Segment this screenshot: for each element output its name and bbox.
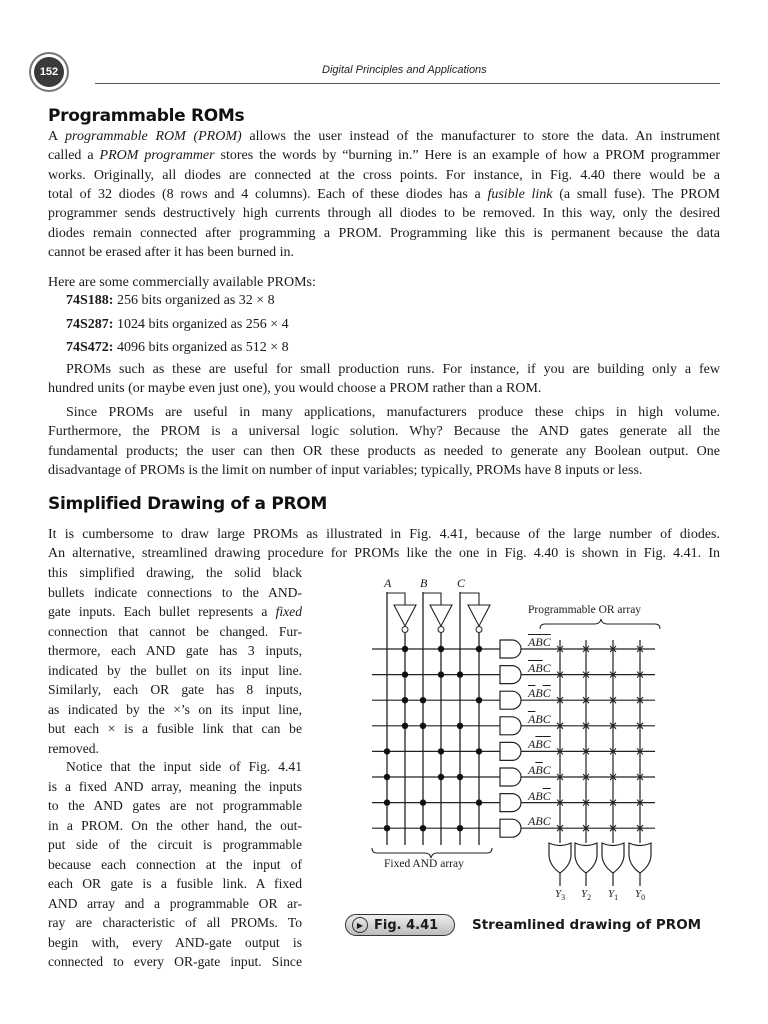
or-gate [629, 843, 651, 873]
connection-bullet [402, 723, 408, 729]
connection-bullet [438, 646, 444, 652]
connection-bullet [384, 799, 390, 805]
connection-bullet [438, 671, 444, 677]
text-run: put side of the circuit is programmable [48, 837, 302, 852]
and-gate [500, 742, 521, 760]
text-run: stores the words by “burning in.” Here is an example of how a PROM programmer [214, 148, 721, 164]
text-line [48, 127, 720, 146]
text-run: (a small fuse). The PROM [552, 187, 720, 203]
paragraph-universal-logic [48, 403, 720, 480]
text-run: as indicated by the ×’s on its input line, [48, 701, 302, 717]
connection-bullet [476, 799, 482, 805]
text-run: each OR gate is a fusible link. A fixed [48, 876, 302, 891]
fusible-link-x [557, 646, 563, 652]
connection-bullet [402, 646, 408, 652]
text-line [48, 719, 302, 739]
minterm-label [528, 738, 551, 750]
connection-bullet [457, 671, 463, 677]
text-run: diodes remain connected after programming a PROM. Programming like this is permanent because the data [48, 225, 720, 241]
minterm-variable: C [542, 660, 551, 675]
text-run: 1024 bits organized as 256 × 4 [113, 316, 289, 332]
fusible-link-x [610, 672, 616, 678]
output-label-letter: Y [581, 888, 588, 900]
connection-bullet [457, 723, 463, 729]
connection-bullet [476, 646, 482, 652]
output-label-letter: Y [608, 888, 615, 900]
text-line [48, 166, 720, 185]
text-line [48, 835, 302, 855]
text-run: connection that cannot be changed. Fur- [48, 623, 302, 639]
fusible-link-x [637, 825, 643, 831]
text-line [48, 777, 302, 797]
fusible-link-x [583, 672, 589, 678]
text-run: hundred units (or maybe even just one), you would choose a PROM rather than a ROM. [48, 381, 542, 397]
and-gate [500, 666, 521, 684]
text-run: indicated by the bullet on its input line. [48, 662, 302, 678]
text-run: fundamental products; the user can then OR these products as needed to generate any Boolean output. One [48, 443, 720, 459]
minterm-variable: A [528, 788, 536, 803]
inverter-gate [430, 605, 452, 626]
text-line [66, 313, 466, 337]
output-label [608, 888, 618, 902]
minterm-variable: $\overline{A}$ [528, 635, 536, 649]
text-line [48, 622, 302, 642]
fusible-link-x [557, 672, 563, 678]
connection-bullet [420, 799, 426, 805]
and-gate [500, 768, 521, 786]
text-run: called a [48, 148, 100, 164]
text-line [48, 680, 302, 700]
connection-bullet [384, 748, 390, 754]
and-gate [500, 794, 521, 812]
inverter-gate [394, 605, 416, 626]
text-run: 74S472: [66, 340, 114, 355]
and-gate [500, 640, 521, 658]
fusible-link-x [557, 800, 563, 806]
text-line [48, 816, 302, 836]
fusible-link-x [557, 697, 563, 703]
text-line [48, 379, 720, 398]
fusible-link-x [557, 825, 563, 831]
or-gate [602, 843, 624, 873]
connection-bullet [402, 697, 408, 703]
fusible-link-x [557, 723, 563, 729]
header-rule [95, 83, 720, 84]
minterm-variable: $\overline{A}$ [528, 660, 536, 675]
text-run: A [48, 129, 66, 144]
text-line [48, 422, 720, 441]
figure-number: Fig. 4.41 [374, 917, 439, 933]
running-title: Digital Principles and Applications [322, 64, 487, 76]
text-run: It is cumbersome to draw large PROMs as illustrated in Fig. 4.41, because of the large number of diodes. [48, 527, 720, 542]
text-line [48, 461, 720, 480]
minterm-variable: B [535, 686, 543, 701]
minterm-variable: $\overline{C}$ [542, 788, 551, 803]
text-run: because each connection at the input of [48, 856, 302, 872]
minterm-variable: $\overline{B}$ [535, 635, 543, 649]
text-run: this simplified drawing, the solid black [48, 565, 302, 580]
text-run: 74S188: [66, 293, 114, 308]
minterm-variable: B [535, 814, 543, 829]
minterm-label [528, 815, 551, 827]
text-line [48, 185, 720, 204]
inverter-branch [423, 593, 441, 605]
or-gate [549, 843, 571, 873]
fusible-link-x [583, 774, 589, 780]
text-run: 74S287: [66, 316, 114, 332]
text-line [48, 855, 302, 875]
text-line [48, 360, 720, 379]
text-run: Here are some commercially available PROMs: [48, 275, 316, 290]
text-run: Similarly, each OR gate has 8 inputs, [48, 682, 302, 697]
section-heading-programmable-roms: Programmable ROMs [48, 106, 245, 126]
minterm-variable: A [528, 763, 536, 777]
output-label-subscript: 3 [561, 893, 566, 903]
paragraph-bullets [48, 563, 302, 758]
minterm-variable: $\overline{B}$ [535, 660, 543, 675]
fusible-link-x [583, 800, 589, 806]
connection-bullet [384, 774, 390, 780]
text-run: total of 32 diodes (8 rows and 4 columns). Each of these diodes has a [48, 187, 488, 203]
text-run: but each × is a fusible link that can be [48, 721, 302, 736]
text-line [48, 874, 302, 894]
text-run: disadvantage of PROMs is the limit on number of input variables; typically, PROMs have 8 inputs or less. [48, 463, 643, 479]
input-label-B: B [420, 576, 428, 590]
text-run: to the AND gates are not programmable [48, 798, 302, 813]
text-line [48, 146, 720, 165]
fusible-link-x [583, 748, 589, 754]
text-line [66, 289, 466, 313]
text-run: AND array and a programmable OR ar- [48, 895, 302, 911]
page-number-badge: 152 [34, 57, 64, 87]
output-label [635, 888, 645, 902]
text-line [48, 442, 720, 461]
fusible-link-x [637, 800, 643, 806]
fusible-link-x [637, 697, 643, 703]
inverter-bubble [402, 627, 408, 633]
fusible-link-x [637, 748, 643, 754]
text-line [48, 204, 720, 223]
input-label-A: A [384, 576, 392, 590]
text-run: fixed [275, 604, 302, 619]
text-run: PROMs such as these are useful for small production runs. For instance, if you are building only a few [66, 362, 720, 377]
minterm-variable: B [535, 711, 543, 726]
text-line [48, 563, 302, 583]
fusible-link-x [637, 672, 643, 678]
text-line [48, 583, 302, 603]
output-label-letter: Y [635, 888, 642, 900]
text-line [48, 525, 720, 544]
connection-bullet [402, 671, 408, 677]
and-gate [500, 691, 521, 709]
fusible-link-x [610, 723, 616, 729]
text-run: works. Originally, all diodes are connected at the cross points. For instance, in Fig. 4.40 there would be a [48, 167, 720, 183]
figure-number-badge [345, 914, 455, 936]
fusible-link-x [610, 774, 616, 780]
paragraph-fixed-and-array [48, 757, 302, 972]
fusible-link-x [557, 774, 563, 780]
text-line [48, 602, 302, 622]
minterm-variable: A [528, 737, 536, 752]
fusible-link-x [637, 723, 643, 729]
text-line [48, 894, 302, 914]
fusible-link-x [583, 697, 589, 703]
fusible-link-x [557, 748, 563, 754]
text-line [48, 544, 720, 563]
and-gate [500, 717, 521, 735]
text-run: Notice that the input side of Fig. 4.41 [66, 759, 302, 774]
paragraph-cumbersome [48, 525, 720, 564]
text-run: 4096 bits organized as 512 × 8 [113, 340, 289, 355]
text-run: programmable ROM (PROM) [65, 129, 242, 144]
text-run: An alternative, streamlined drawing procedure for PROMs like the one in Fig. 4.40 is shown in Fig. 4.41. In [48, 546, 720, 562]
minterm-label [528, 662, 551, 674]
output-label-subscript: 1 [614, 893, 619, 903]
text-run: gate inputs. Each bullet represents a [48, 604, 276, 619]
minterm-variable: $\overline{C}$ [542, 635, 551, 649]
text-run: allows the user instead of the manufacturer to store the data. An instrument [241, 129, 720, 144]
minterm-variable: C [542, 763, 551, 777]
text-run: bullets indicate connections to the AND- [48, 584, 302, 600]
fusible-link-x [610, 748, 616, 754]
minterm-variable: $\overline{A}$ [528, 686, 536, 701]
or-array-label: Programmable OR array [528, 604, 642, 616]
text-line [48, 796, 302, 816]
connection-bullet [420, 723, 426, 729]
text-line [48, 403, 720, 422]
minterm-label [528, 636, 551, 648]
and-gate [500, 819, 521, 837]
inverter-branch [460, 593, 479, 605]
output-label-subscript: 2 [587, 893, 592, 903]
text-line [48, 661, 302, 681]
fusible-link-x [637, 774, 643, 780]
minterm-variable: $\overline{C}$ [542, 737, 551, 752]
connection-bullet [420, 825, 426, 831]
text-line [48, 933, 302, 953]
minterm-variable: $\overline{A}$ [528, 711, 536, 726]
fusible-link-x [610, 646, 616, 652]
minterm-variable: A [528, 814, 536, 829]
fusible-link-x [583, 825, 589, 831]
connection-bullet [457, 825, 463, 831]
text-line [48, 739, 302, 759]
minterm-label [528, 713, 551, 725]
text-run: Furthermore, the PROM is a universal logic solution. Why? Because the AND gates generate all the [48, 424, 720, 440]
output-label-letter: Y [555, 888, 562, 900]
text-run: thermore, each AND gate has 3 inputs, [48, 643, 302, 658]
text-run: begin with, every AND-gate output is [48, 934, 302, 950]
paragraph-prom-intro [48, 127, 720, 262]
output-label-subscript: 0 [641, 893, 646, 903]
text-run: PROM programmer [99, 148, 215, 164]
fusible-link-x [610, 697, 616, 703]
section-heading-simplified-drawing: Simplified Drawing of a PROM [48, 494, 328, 514]
play-icon: ▶ [352, 917, 368, 933]
output-label [581, 888, 591, 902]
and-array-brace [372, 848, 492, 858]
minterm-variable: $\overline{B}$ [535, 763, 543, 777]
minterm-label [528, 764, 551, 776]
connection-bullet [384, 825, 390, 831]
text-line [48, 641, 302, 661]
connection-bullet [438, 774, 444, 780]
text-run: 256 bits organized as 32 × 8 [113, 293, 275, 308]
text-run: is a fixed AND array, meaning the inputs [48, 778, 302, 794]
minterm-variable: C [542, 711, 551, 726]
inverter-branch [387, 593, 405, 605]
text-line [48, 913, 302, 933]
figure-caption: Streamlined drawing of PROM [472, 917, 702, 933]
text-run: ray are characteristic of all PROMs. To [48, 915, 302, 930]
connection-bullet [457, 774, 463, 780]
fusible-link-x [583, 723, 589, 729]
text-line [48, 243, 720, 262]
text-run: connected to every OR-gate input. Since [48, 954, 302, 969]
text-run: removed. [48, 740, 99, 756]
text-run: fusible link [487, 187, 553, 203]
minterm-label [528, 687, 551, 699]
inverter-bubble [438, 627, 444, 633]
input-label-C: C [457, 576, 466, 590]
minterm-variable: C [542, 814, 551, 829]
minterm-variable: $\overline{B}$ [535, 737, 543, 752]
text-line [48, 700, 302, 720]
text-line [48, 224, 720, 243]
fusible-link-x [610, 825, 616, 831]
or-array-brace [540, 619, 660, 629]
fusible-link-x [610, 800, 616, 806]
text-run: Since PROMs are useful in many applications, manufacturers produce these chips in high volume. [66, 405, 720, 420]
paragraph-small-production [48, 360, 720, 399]
connection-bullet [476, 697, 482, 703]
inverter-gate [468, 605, 490, 626]
output-label [555, 888, 565, 902]
text-line [48, 757, 302, 777]
connection-bullet [420, 697, 426, 703]
prom-list [66, 289, 466, 360]
minterm-variable: $\overline{C}$ [542, 686, 551, 701]
and-array-label: Fixed AND array [384, 858, 464, 870]
fusible-link-x [583, 646, 589, 652]
fusible-link-x [637, 646, 643, 652]
text-line [66, 336, 466, 360]
text-run: programmer sends destructively high currents through all diodes to be removed. In this way, only the desired [48, 206, 720, 222]
inverter-bubble [476, 627, 482, 633]
minterm-variable: B [535, 788, 543, 803]
minterm-label [528, 790, 551, 802]
text-line [48, 952, 302, 972]
text-run: cannot be erased after it has been burned in. [48, 245, 295, 261]
or-gate [575, 843, 597, 873]
text-run: in a PROM. On the other hand, the out- [48, 817, 302, 833]
connection-bullet [476, 748, 482, 754]
connection-bullet [438, 748, 444, 754]
